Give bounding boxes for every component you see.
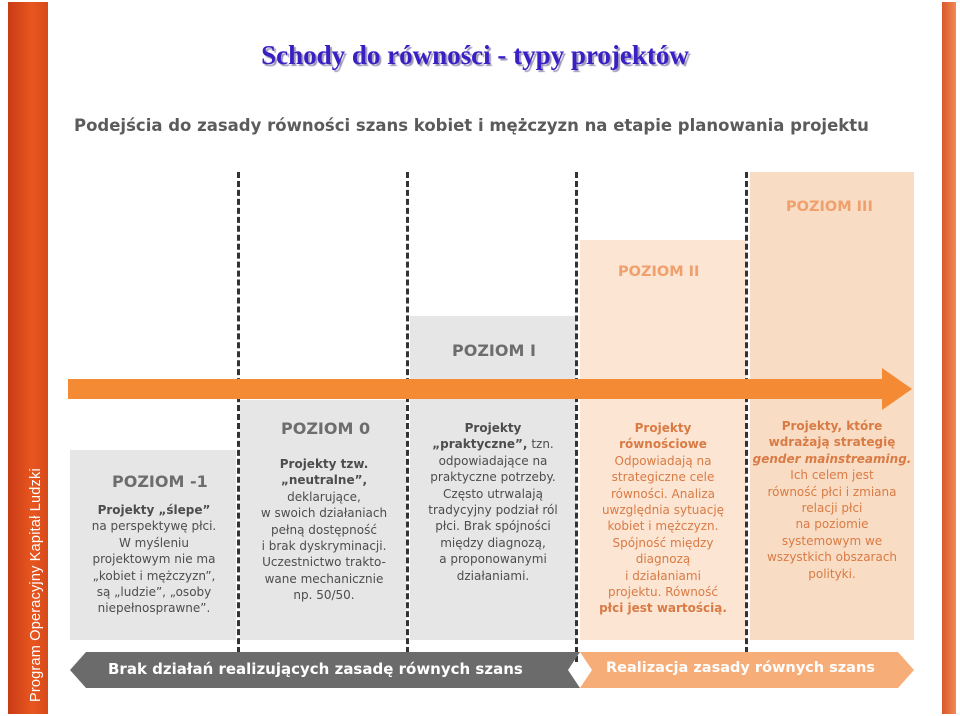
level-description <box>412 420 574 584</box>
description-line: działaniami. <box>456 568 530 583</box>
description-line: strategiczne cele <box>611 470 715 485</box>
description-line: Ich celem jest <box>790 468 874 483</box>
description-line: równość płci i zmiana <box>767 484 897 499</box>
bottom-bar-realization <box>580 652 914 688</box>
level-label: POZIOM I <box>452 341 536 360</box>
description-line: wdrażają strategię <box>768 435 896 450</box>
description-line: Projekty tzw. <box>279 457 369 471</box>
description-line: płci jest wartością. <box>599 601 727 616</box>
description-line: równościowe <box>619 437 707 452</box>
description-line: polityki. <box>808 566 856 581</box>
level-label: POZIOM 0 <box>281 419 371 438</box>
description-line: wszystkich obszarach <box>766 550 898 565</box>
description-line: gender mainstreaming. <box>752 451 912 466</box>
description-line: Projekty <box>634 421 692 435</box>
level-label: POZIOM -1 <box>112 472 208 491</box>
description-line: wane mechanicznie <box>264 571 384 586</box>
description-line: Uczestnictwo trakto- <box>262 555 386 570</box>
bottom-bar-no-action <box>70 652 580 688</box>
description-line: tradycyjny podział ról <box>428 503 558 518</box>
level-description <box>752 418 912 582</box>
description-line: odpowiadające na <box>438 453 548 468</box>
level-description <box>582 420 744 617</box>
description-line: i działaniami <box>625 568 701 583</box>
description-line: niepełnosprawne”. <box>97 601 211 616</box>
diagram-heading: Podejścia do zasady równości szans kobiet i mężczyzn na etapie planowania projektu <box>74 116 869 135</box>
bottom-right-label: Realizacja zasady równych szans <box>606 660 875 676</box>
description-line: kobiet i mężczyzn. <box>607 519 719 534</box>
description-line: np. 50/50. <box>293 588 355 603</box>
description-line: systemowym we <box>781 533 883 548</box>
side-banner-text: Program Operacyjny Kapitał Ludzki <box>28 468 44 702</box>
slide-title: Schody do równości - typy projektów <box>261 40 689 70</box>
description-line: projektowym nie ma <box>92 552 216 567</box>
description-line: Spójność między <box>612 535 714 550</box>
description-line: „kobiet i mężczyzn”, <box>92 568 216 583</box>
description-line: Często utrwalają <box>443 486 543 501</box>
level-description <box>243 456 405 604</box>
bottom-left-label: Brak działań realizujących zasadę równych szans <box>108 660 523 678</box>
level-description <box>74 502 234 617</box>
description-line: pełną dostępność <box>271 522 377 537</box>
description-line: a proponowanymi <box>439 552 547 567</box>
description-line: Projekty <box>464 421 522 435</box>
description-line: na poziomie <box>795 517 869 532</box>
description-line: relacji płci <box>801 501 863 516</box>
description-line: projektu. Równość <box>608 585 718 600</box>
description-line: W myśleniu <box>119 535 189 550</box>
description-line: „praktyczne”, tzn. <box>432 437 554 452</box>
description-line: praktyczne potrzeby. <box>430 470 556 485</box>
description-line: płci. Brak spójności <box>435 519 551 534</box>
description-line: równości. Analiza <box>610 486 716 501</box>
description-line: uwzględnia sytuację <box>601 503 725 518</box>
description-line: między diagnozą, <box>440 535 546 550</box>
description-line: Projekty „ślepe” <box>97 503 211 517</box>
description-line: deklarujące, <box>287 489 361 504</box>
description-line: „neutralne”, <box>280 473 368 488</box>
description-line: diagnozą <box>635 552 691 567</box>
level-label: POZIOM II <box>618 264 700 280</box>
level-label: POZIOM III <box>786 199 873 215</box>
description-line: Odpowiadają na <box>614 453 712 468</box>
description-line: są „ludzie”, „osoby <box>96 585 212 600</box>
description-line: w swoich działaniach <box>260 506 388 521</box>
description-line: Projekty, które <box>781 419 883 433</box>
description-line: na perspektywę płci. <box>91 519 217 534</box>
description-line: i brak dyskryminacji. <box>261 539 387 554</box>
